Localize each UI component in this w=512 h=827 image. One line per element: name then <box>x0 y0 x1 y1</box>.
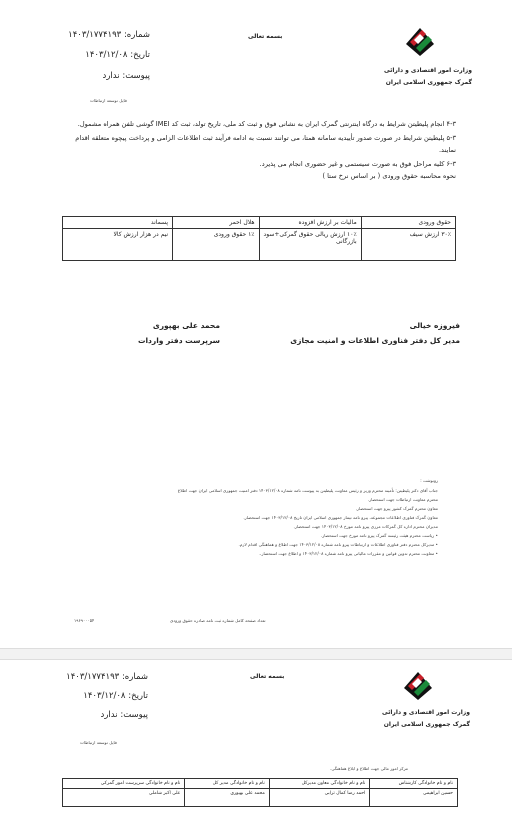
footer-number: ۱۹۶۹۰۰۰۵۴ <box>74 618 95 623</box>
invocation-heading-2: بسمه تعالی <box>250 673 285 680</box>
signoff-cell: احمد رضا کمال ترابی <box>269 789 370 807</box>
date-value-2: ۱۴۰۳/۱۲/۰۸ <box>83 691 126 701</box>
org-name-2: گمرک جمهوری اسلامی ایران <box>385 79 472 86</box>
cc-item: معاون محترم گمرک کشور پیرو جهت استحضار. <box>355 506 438 511</box>
signoff-header: نام و نام خانوادگی سرپرست امور گمرکی <box>63 779 185 789</box>
table-header-row <box>63 217 456 229</box>
number-label: شماره: <box>123 30 150 40</box>
cc-list <box>50 478 438 557</box>
dept-line: فایل توسعه ارتباطات <box>90 98 127 103</box>
tariff-table <box>62 216 456 261</box>
meta-block <box>40 30 150 81</box>
table-header: مالیات بر ارزش افزوده <box>259 217 361 229</box>
attachment-label-2: پیوست: <box>120 710 148 720</box>
date-value: ۱۴۰۳/۱۲/۰۸ <box>85 50 128 60</box>
cc-item: معاون گمرک فناوری اطلاعات مجموعه، پیرو نامه تیمار جمهوری اسلامی ایران تاریخ ۱۴۰۳/۱۲/۰۸ جهت استحضار. <box>243 515 438 520</box>
page-divider <box>0 648 512 660</box>
attachment-label: پیوست: <box>122 71 150 81</box>
cc-item: • ریاست محترم هیئت رئیسه گمرک پیرو نامه مورخ جهت استحضار. <box>320 533 438 538</box>
cc-item: مدیران محترم اداره کل گمرکات مرزی پیرو نامه مورخ ۱۴۰۳/۱۲/۰۸ جهت استحضار. <box>293 524 438 529</box>
table-cell: ۱٪ حقوق ورودی <box>173 229 259 261</box>
cc-item: محترم معاونت ارتباطات جهت استحضار. <box>367 497 438 502</box>
number-value: ۱۴۰۳/۱۷۷۴۱۹۳ <box>68 30 122 40</box>
org-name-1: وزارت امور اقتصادی و دارائی <box>384 67 472 74</box>
date-row <box>40 50 150 60</box>
org-name-2-2: گمرک جمهوری اسلامی ایران <box>383 721 470 728</box>
paragraph-3-5: ۵-۳ پلیطیتن شرایط در صورت صدور تأییدیه سامانه همتا، می توانند نسبت به ادامه فرآیند ثبت اطلاعات الزامی و پرداخت پیچوه متعلقه اقدام نمایند. <box>75 134 456 154</box>
signoff-header-row <box>63 779 458 789</box>
cc-item: • مدیرکل محترم دفتر فناوری اطلاعات و ارتباطات پیرو نامه شماره ۱۴۰۳/۱۲/۰۸ جهت اطلاع و هماهنگی اقدام لازم. <box>238 542 438 547</box>
signoff-cell: علی اکبر شاملی <box>63 789 185 807</box>
cc-heading: رونوشت : <box>420 478 438 483</box>
number-value-2: ۱۴۰۳/۱۷۷۴۱۹۳ <box>66 672 120 682</box>
signoff-header: نام و نام خانوادگی معاون مدیرکل <box>269 779 370 789</box>
calc-title: نحوه محاسبه حقوق ورودی ( بر اساس نرخ ستا ) <box>322 172 456 180</box>
number-row <box>40 30 150 40</box>
table-cell: ۱۰٪ ارزش ریالی حقوق گمرکی+سود بازرگانی <box>259 229 361 261</box>
signoff-cell: محمد علی بهپوری <box>185 789 269 807</box>
attachment-row <box>40 71 150 81</box>
signatory-right-title: مدیر کل دفتر فناوری اطلاعات و امنیت مجازی <box>290 336 460 345</box>
org-name-2-1: وزارت امور اقتصادی و دارائی <box>382 709 470 716</box>
paragraph-3-6: ۶-۳ کلیه مراحل فوق به صورت سیستمی و غیر حضوری انجام می پذیرد. <box>259 160 456 168</box>
customs-logo-icon <box>400 22 440 58</box>
signoff-header: نام و نام خانوادگی مدیر کل <box>185 779 269 789</box>
cc-item: • معاونت محترم تدوین قوانین و مقررات مالیاتی پیرو نامه شماره ۱۴۰۳/۱۲/۰۸ و اطلاع جهت استحضار۔ <box>259 551 438 556</box>
invocation-heading: بسمه تعالی <box>248 33 283 40</box>
table-cell: ۳۰٪ ارزش سیف <box>361 229 455 261</box>
body-paragraphs <box>66 118 456 182</box>
number-label-2: شماره: <box>121 672 148 682</box>
number-row-2 <box>36 672 148 682</box>
cc-item: جناب آقای دکتر پلیطیتن: تأمینه محترم وزیر و رئیس معاونت پلیطیتن به پیوست نامه شماره ۱۴۰۳/۱۲/۰۸ دفتر امنیت جمهوری اسلامی ایران جهت اطلاع <box>177 488 438 493</box>
meta-block-2 <box>36 672 148 720</box>
date-row-2 <box>36 691 148 701</box>
attachment-row-2 <box>36 710 148 720</box>
table-header: پسماند <box>63 217 173 229</box>
customs-logo-icon-2 <box>398 666 438 702</box>
date-label-2: تاریخ: <box>128 691 148 701</box>
attachment-value-2: ندارد <box>100 710 118 720</box>
table-header: حقوق ورودی <box>361 217 455 229</box>
signoff-header: نام و نام خانوادگی کارشناس <box>370 779 458 789</box>
dept-line-2: فایل توسعه ارتباطات <box>80 740 117 745</box>
table-cell: نیم در هزار ارزش کالا <box>63 229 173 261</box>
table-header: هلال احمر <box>173 217 259 229</box>
footer-text: تعداد صفحه کامل شماره ثبت نامه صادره حقوق ورودی <box>170 618 266 623</box>
attachment-value: ندارد <box>102 71 120 81</box>
table-row <box>63 789 458 807</box>
signatory-left-name: محمد علی بهپوری <box>152 321 220 330</box>
signatory-right-name: فیروزه خیالی <box>409 321 460 330</box>
table-row <box>63 229 456 261</box>
signatory-left-title: سرپرست دفتر واردات <box>137 336 220 345</box>
cc-tail: مرکز امور مالی جهت اطلاع و ابلاغ هماهنگی. <box>330 766 409 771</box>
date-label: تاریخ: <box>130 50 150 60</box>
paragraph-3-4: ۴-۳ انجام پلیطیتن شرایط به درگاه اینترنتی گمرک ایران به نشانی فوق و ثبت کد ملی، تاریخ تولد، ثبت کد IMEI گوشی تلفن همراه مشمول. <box>77 120 456 128</box>
signoff-table <box>62 778 458 807</box>
signoff-cell: حسین ابراهیمی <box>370 789 458 807</box>
